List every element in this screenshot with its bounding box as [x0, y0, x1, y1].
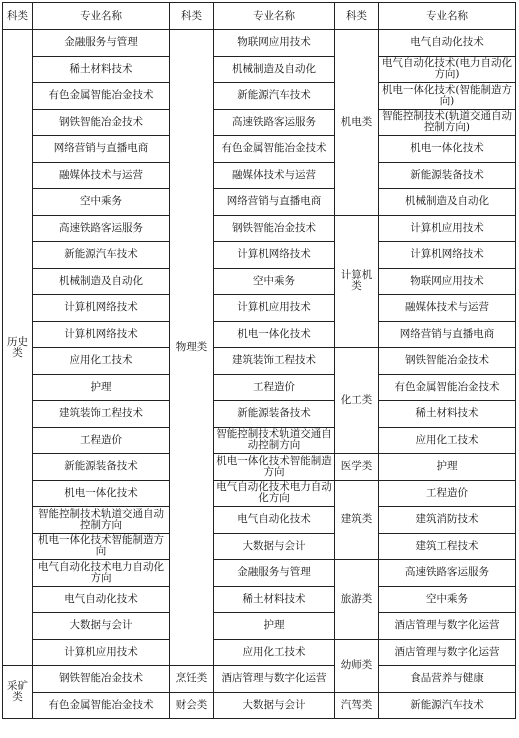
- major-cell: 计算机网络技术: [33, 321, 170, 348]
- major-category-table: [2, 2, 516, 719]
- major-cell: 食品营养与健康: [379, 666, 516, 693]
- table-row: [3, 454, 516, 481]
- major-cell: 计算机应用技术: [379, 215, 516, 242]
- category-cell: 建筑类: [335, 480, 379, 560]
- major-cell: 计算机网络技术: [379, 242, 516, 269]
- major-cell: 应用化工技术: [33, 348, 170, 375]
- table-row: [3, 295, 516, 322]
- header-category-2: 科类: [170, 3, 214, 30]
- major-cell: 有色金属智能冶金技术: [33, 692, 170, 719]
- major-cell: 酒店管理与数字化运营: [379, 613, 516, 640]
- table-row: [3, 162, 516, 189]
- category-cell: 汽驾类: [335, 692, 379, 719]
- major-cell: 护理: [214, 613, 335, 640]
- major-cell: 工程造价: [33, 427, 170, 454]
- major-cell: 空中乘务: [33, 189, 170, 216]
- major-cell: 物联网应用技术: [214, 30, 335, 57]
- major-cell: 电气自动化技术(电力自动化方向): [379, 56, 516, 83]
- table-body: [3, 3, 516, 719]
- category-cell: 采矿类: [3, 666, 33, 719]
- major-cell: 大数据与会计: [214, 692, 335, 719]
- major-cell: 新能源装备技术: [33, 454, 170, 481]
- table-row: [3, 374, 516, 401]
- major-cell: 计算机应用技术: [33, 639, 170, 666]
- category-cell: 财会类: [170, 692, 214, 719]
- major-cell: 金融服务与管理: [33, 30, 170, 57]
- category-cell: 历史类: [3, 30, 33, 666]
- major-cell: 机械制造及自动化: [33, 268, 170, 295]
- category-cell: 物理类: [170, 30, 214, 666]
- header-major-1: 专业名称: [33, 3, 170, 30]
- major-cell: 工程造价: [379, 480, 516, 507]
- major-cell: 钢铁智能冶金技术: [33, 666, 170, 693]
- major-cell: 物联网应用技术: [379, 268, 516, 295]
- major-cell: 建筑装饰工程技术: [33, 401, 170, 428]
- major-cell: 钢铁智能冶金技术: [33, 109, 170, 136]
- major-cell: 机电一体化技术(智能制造方向): [379, 83, 516, 110]
- major-cell: 大数据与会计: [33, 613, 170, 640]
- major-cell: 新能源汽车技术: [214, 83, 335, 110]
- major-cell: 融媒体技术与运营: [214, 162, 335, 189]
- category-cell: 机电类: [335, 30, 379, 216]
- category-cell: 旅游类: [335, 560, 379, 640]
- major-cell: 高速铁路客运服务: [214, 109, 335, 136]
- table-row: [3, 480, 516, 507]
- major-cell: 新能源装备技术: [214, 401, 335, 428]
- major-cell: 网络营销与直播电商: [33, 136, 170, 163]
- table-row: [3, 692, 516, 719]
- major-cell: 护理: [33, 374, 170, 401]
- table-row: [3, 427, 516, 454]
- major-cell: 新能源装备技术: [379, 162, 516, 189]
- header-category-1: 科类: [3, 3, 33, 30]
- table-row: [3, 639, 516, 666]
- table-row: [3, 666, 516, 693]
- major-cell: 空中乘务: [214, 268, 335, 295]
- major-cell: 稀土材料技术: [214, 586, 335, 613]
- table-row: [3, 215, 516, 242]
- major-cell: 稀土材料技术: [379, 401, 516, 428]
- table-row: [3, 30, 516, 57]
- table-row: [3, 321, 516, 348]
- major-cell: 智能控制技术(轨道交通自动控制方向): [379, 109, 516, 136]
- major-cell: 机电一体化技术智能制造方向: [33, 533, 170, 560]
- major-cell: 机电一体化技术: [214, 321, 335, 348]
- major-cell: 应用化工技术: [379, 427, 516, 454]
- major-cell: 空中乘务: [379, 586, 516, 613]
- major-cell: 酒店管理与数字化运营: [214, 666, 335, 693]
- major-cell: 电气自动化技术: [379, 30, 516, 57]
- table-row: [3, 189, 516, 216]
- table-row: [3, 586, 516, 613]
- major-cell: 有色金属智能冶金技术: [214, 136, 335, 163]
- major-cell: 酒店管理与数字化运营: [379, 639, 516, 666]
- major-cell: 大数据与会计: [214, 533, 335, 560]
- table-row: [3, 242, 516, 269]
- major-cell: 金融服务与管理: [214, 560, 335, 587]
- major-cell: 网络营销与直播电商: [379, 321, 516, 348]
- major-cell: 机械制造及自动化: [214, 56, 335, 83]
- category-cell: 医学类: [335, 454, 379, 481]
- major-cell: 建筑消防技术: [379, 507, 516, 534]
- major-cell: 智能控制技术轨道交通自动控制方向: [33, 507, 170, 534]
- table-row: [3, 136, 516, 163]
- table-row: [3, 56, 516, 83]
- major-cell: 建筑工程技术: [379, 533, 516, 560]
- major-cell: 机电一体化技术: [379, 136, 516, 163]
- major-cell: 应用化工技术: [214, 639, 335, 666]
- table-row: [3, 83, 516, 110]
- major-cell: 电气自动化技术电力自动化方向: [33, 560, 170, 587]
- header-major-3: 专业名称: [379, 3, 516, 30]
- header-category-3: 科类: [335, 3, 379, 30]
- major-cell: 机电一体化技术: [33, 480, 170, 507]
- major-cell: 智能控制技术轨道交通自动控制方向: [214, 427, 335, 454]
- major-cell: 融媒体技术与运营: [33, 162, 170, 189]
- table-header-row: [3, 3, 516, 30]
- major-cell: 钢铁智能冶金技术: [379, 348, 516, 375]
- major-cell: 计算机网络技术: [214, 242, 335, 269]
- major-cell: 机械制造及自动化: [379, 189, 516, 216]
- major-cell: 护理: [379, 454, 516, 481]
- table-row: [3, 613, 516, 640]
- major-cell: 高速铁路客运服务: [33, 215, 170, 242]
- category-cell: 计算机类: [335, 215, 379, 348]
- major-cell: 电气自动化技术: [33, 586, 170, 613]
- table-row: [3, 401, 516, 428]
- major-cell: 钢铁智能冶金技术: [214, 215, 335, 242]
- header-major-2: 专业名称: [214, 3, 335, 30]
- major-cell: 计算机网络技术: [33, 295, 170, 322]
- major-cell: 稀土材料技术: [33, 56, 170, 83]
- major-cell: 电气自动化技术: [214, 507, 335, 534]
- table-row: [3, 109, 516, 136]
- table-row: [3, 268, 516, 295]
- category-cell: 化工类: [335, 348, 379, 454]
- table-row: [3, 560, 516, 587]
- major-cell: 工程造价: [214, 374, 335, 401]
- major-cell: 电气自动化技术电力自动化方向: [214, 480, 335, 507]
- major-cell: 新能源汽车技术: [33, 242, 170, 269]
- major-cell: 高速铁路客运服务: [379, 560, 516, 587]
- major-cell: 建筑装饰工程技术: [214, 348, 335, 375]
- table-row: [3, 533, 516, 560]
- table-row: [3, 507, 516, 534]
- major-cell: 新能源汽车技术: [379, 692, 516, 719]
- major-cell: 计算机应用技术: [214, 295, 335, 322]
- major-cell: 机电一体化技术智能制造方向: [214, 454, 335, 481]
- major-cell: 有色金属智能冶金技术: [379, 374, 516, 401]
- major-cell: 网络营销与直播电商: [214, 189, 335, 216]
- category-cell: 烹饪类: [170, 666, 214, 693]
- table-row: [3, 348, 516, 375]
- category-cell: 幼师类: [335, 639, 379, 692]
- major-cell: 有色金属智能冶金技术: [33, 83, 170, 110]
- major-cell: 融媒体技术与运营: [379, 295, 516, 322]
